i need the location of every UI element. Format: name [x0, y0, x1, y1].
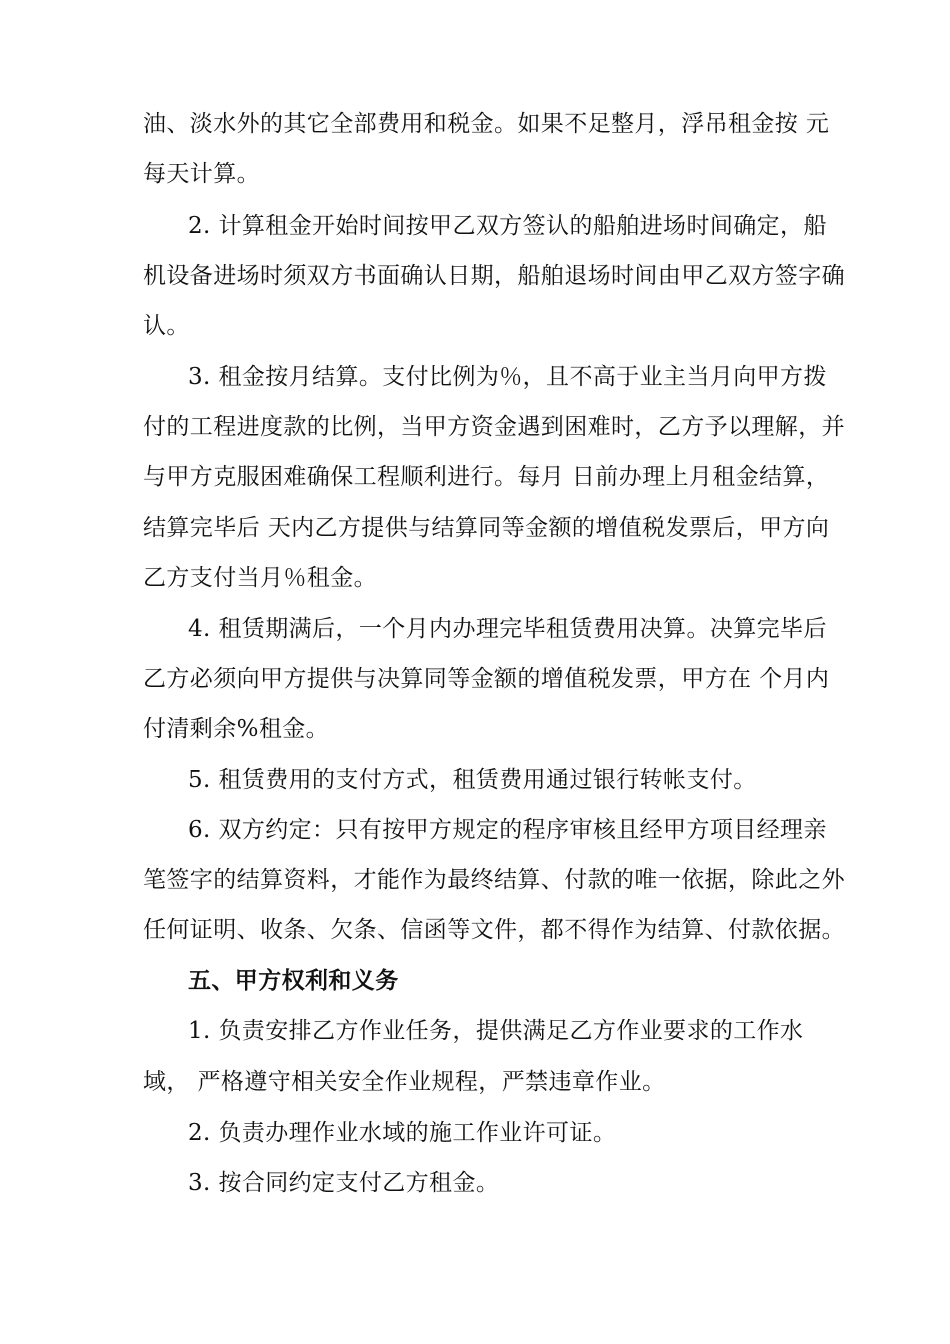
- clause-4-line-1: 4. 租赁期满后，一个月内办理完毕租赁费用决算。决算完毕后: [188, 616, 827, 642]
- clause-3-line-5: 乙方支付当月％租金。: [143, 565, 377, 591]
- clause-3-line-1: 3. 租金按月结算。支付比例为％，且不高于业主当月向甲方拨: [188, 364, 827, 390]
- section-heading: 五、甲方权利和义务: [188, 967, 399, 994]
- section-5-clause-3-line-1: 3. 按合同约定支付乙方租金。: [188, 1170, 500, 1196]
- clause-3-line-2: 付的工程进度款的比例，当甲方资金遇到困难时，乙方予以理解，并: [143, 414, 845, 440]
- text-line-2: 每天计算。: [143, 161, 260, 187]
- clause-3-line-4: 结算完毕后 天内乙方提供与结算同等金额的增值税发票后，甲方向: [143, 515, 830, 541]
- section-5-clause-1-line-1: 1. 负责安排乙方作业任务，提供满足乙方作业要求的工作水: [188, 1018, 804, 1044]
- clause-2-line-1: 2. 计算租金开始时间按甲乙双方签认的船舶进场时间确定，船: [188, 213, 827, 239]
- clause-3-line-3: 与甲方克服困难确保工程顺利进行。每月 日前办理上月租金结算，: [143, 464, 830, 490]
- clause-2-line-3: 认。: [143, 313, 190, 339]
- clause-4-line-2: 乙方必须向甲方提供与决算同等金额的增值税发票，甲方在 个月内: [143, 666, 830, 692]
- section-5-clause-2-line-1: 2. 负责办理作业水域的施工作业许可证。: [188, 1120, 617, 1146]
- clause-5-line-1: 5. 租赁费用的支付方式，租赁费用通过银行转帐支付。: [188, 767, 757, 793]
- clause-2-line-2: 机设备进场时须双方书面确认日期，船舶退场时间由甲乙双方签字确: [143, 263, 845, 289]
- clause-6-line-3: 任何证明、收条、欠条、信函等文件，都不得作为结算、付款依据。: [143, 917, 845, 943]
- text-line-1: 油、淡水外的其它全部费用和税金。如果不足整月，浮吊租金按 元: [143, 111, 830, 137]
- section-5-clause-1-line-2: 域， 严格遵守相关安全作业规程，严禁违章作业。: [143, 1069, 666, 1095]
- clause-6-line-1: 6. 双方约定：只有按甲方规定的程序审核且经甲方项目经理亲: [188, 817, 827, 843]
- clause-6-line-2: 笔签字的结算资料，才能作为最终结算、付款的唯一依据，除此之外: [143, 867, 845, 893]
- clause-4-line-3: 付清剩余%租金。: [143, 716, 330, 742]
